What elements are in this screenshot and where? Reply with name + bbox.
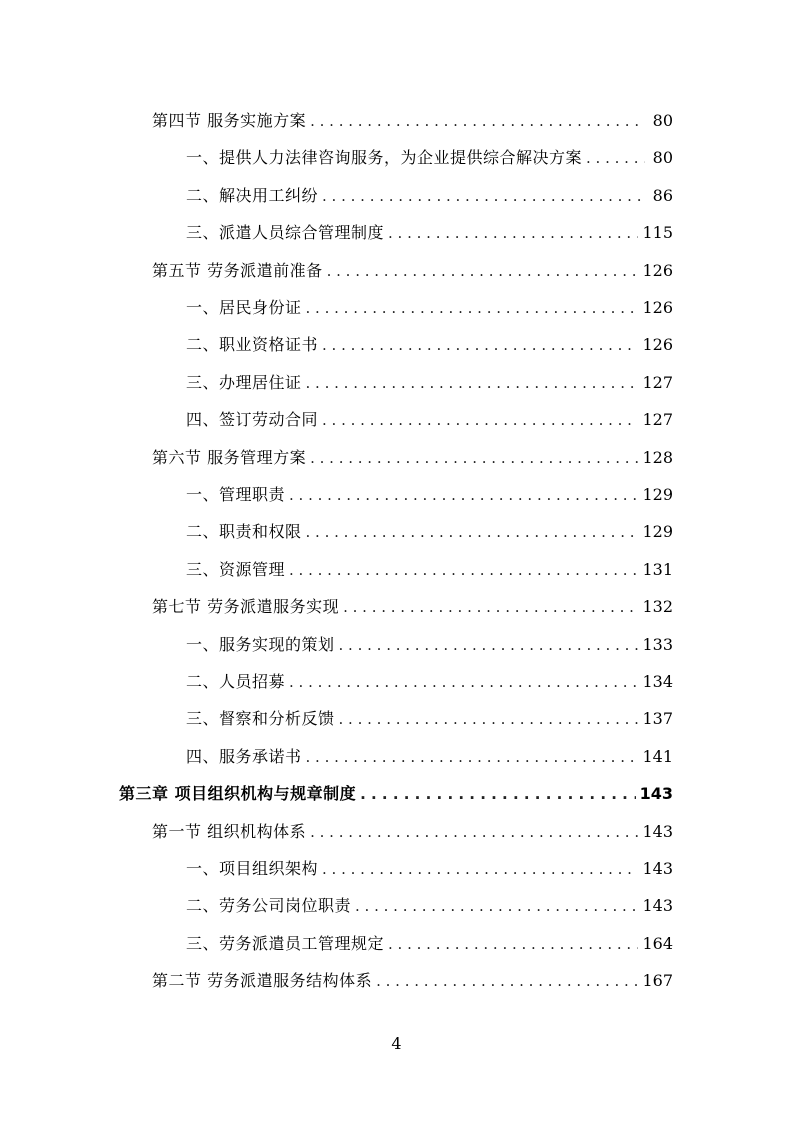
toc-entry-page: 126 [642, 298, 673, 317]
toc-entry-page: 133 [642, 634, 673, 654]
toc-entry-page: 129 [642, 522, 673, 542]
dot-leader [289, 669, 638, 695]
dot-leader [586, 145, 645, 171]
toc-entry-page: 143 [642, 859, 673, 878]
page-number: 4 [391, 1034, 402, 1053]
toc-entry-section[interactable] [152, 445, 673, 471]
toc-entry-title: 四、服务承诺书 [186, 746, 302, 766]
toc-entry-page: 164 [642, 933, 673, 953]
dot-leader [376, 968, 638, 994]
toc-entry-item[interactable] [186, 519, 673, 545]
toc-entry-page: 143 [642, 821, 673, 841]
dot-leader [310, 445, 638, 471]
toc-entry-title: 第七节 劳务派遣服务实现 [152, 597, 340, 617]
dot-leader [327, 258, 639, 284]
toc-entry-chapter[interactable] [119, 781, 673, 807]
toc-entry-page: 132 [642, 597, 673, 617]
dot-leader [339, 632, 639, 658]
toc-entry-page: 167 [642, 971, 673, 991]
toc-entry-item[interactable] [186, 744, 673, 770]
toc-entry-title: 二、职责和权限 [186, 522, 302, 542]
toc-entry-item[interactable] [186, 669, 673, 695]
toc-entry-item[interactable] [186, 632, 673, 658]
toc-entry-title: 三、派遣人员综合管理制度 [186, 223, 385, 243]
toc-entry-item[interactable] [186, 482, 673, 508]
toc-entry-item[interactable] [186, 220, 673, 246]
dot-leader [322, 332, 638, 358]
toc-entry-page: 115 [642, 223, 673, 243]
toc-entry-title: 第一节 组织机构体系 [152, 821, 307, 841]
toc-entry-page: 127 [642, 372, 673, 392]
toc-entry-title: 三、资源管理 [186, 559, 286, 579]
toc-entry-section[interactable] [152, 108, 673, 134]
dot-leader [388, 220, 638, 246]
toc-entry-item[interactable] [186, 145, 673, 171]
toc-entry-title: 第三章 项目组织机构与规章制度 [119, 784, 357, 804]
toc-entry-title: 二、劳务公司岗位职责 [186, 896, 352, 916]
toc-entry-page: 143 [639, 784, 673, 804]
dot-leader [289, 557, 638, 583]
toc-entry-title: 二、解决用工纠纷 [186, 185, 319, 205]
dot-leader [306, 370, 639, 396]
toc-entry-page: 126 [642, 260, 673, 280]
toc-entry-title: 三、劳务派遣员工管理规定 [186, 933, 385, 953]
toc-entry-title: 第五节 劳务派遣前准备 [152, 260, 323, 280]
dot-leader [306, 744, 639, 770]
toc-entry-item[interactable] [186, 407, 673, 433]
dot-leader [322, 183, 645, 209]
dot-leader [289, 482, 638, 508]
toc-entry-title: 一、项目组织架构 [186, 859, 319, 878]
toc-entry-title: 一、提供人力法律咨询服务，为企业提供综合解决方案 [186, 148, 583, 168]
dot-leader [306, 519, 639, 545]
dot-leader [388, 931, 638, 957]
dot-leader [310, 108, 645, 134]
toc-entry-section[interactable] [152, 594, 673, 620]
toc-entry-title: 第六节 服务管理方案 [152, 447, 307, 467]
toc-entry-title: 一、管理职责 [186, 485, 286, 504]
toc-entry-title: 第四节 服务实施方案 [152, 111, 307, 130]
toc-entry-title: 三、办理居住证 [186, 372, 302, 392]
toc-entry-item[interactable] [186, 183, 673, 209]
toc-entry-item[interactable] [186, 706, 673, 732]
toc-entry-title: 四、签订劳动合同 [186, 410, 319, 430]
toc-entry-section[interactable] [152, 258, 673, 284]
toc-entry-page: 131 [642, 559, 673, 579]
dot-leader [322, 856, 638, 882]
toc-entry-item[interactable] [186, 893, 673, 919]
dot-leader [343, 594, 638, 620]
dot-leader [355, 893, 638, 919]
toc-entry-page: 80 [652, 148, 673, 168]
dot-leader [310, 819, 638, 845]
toc-entry-page: 129 [642, 485, 673, 504]
toc-entry-item[interactable] [186, 557, 673, 583]
toc-entry-section[interactable] [152, 819, 673, 845]
toc-entry-item[interactable] [186, 332, 673, 358]
dot-leader [306, 295, 639, 321]
toc-entry-title: 第二节 劳务派遣服务结构体系 [152, 971, 373, 991]
toc-entry-item[interactable] [186, 295, 673, 321]
dot-leader [322, 407, 638, 433]
toc-entry-section[interactable] [152, 968, 673, 994]
toc-entry-title: 一、居民身份证 [186, 298, 302, 317]
dot-leader [360, 781, 636, 807]
toc-entry-item[interactable] [186, 856, 673, 882]
toc-entry-title: 一、服务实现的策划 [186, 634, 335, 654]
toc-entry-item[interactable] [186, 931, 673, 957]
toc-entry-page: 143 [642, 896, 673, 916]
toc-entry-item[interactable] [186, 370, 673, 396]
toc-entry-title: 二、人员招募 [186, 672, 286, 691]
toc-entry-title: 三、督察和分析反馈 [186, 709, 335, 729]
toc-entry-page: 80 [652, 111, 673, 130]
toc-entry-page: 126 [642, 335, 673, 355]
toc-entry-page: 134 [642, 672, 673, 691]
toc-entry-page: 127 [642, 410, 673, 430]
toc-entry-page: 141 [642, 746, 673, 766]
toc-entry-page: 86 [652, 185, 673, 205]
dot-leader [339, 706, 639, 732]
toc-entry-page: 137 [642, 709, 673, 729]
toc-entry-page: 128 [642, 447, 673, 467]
toc-entry-title: 二、职业资格证书 [186, 335, 319, 355]
